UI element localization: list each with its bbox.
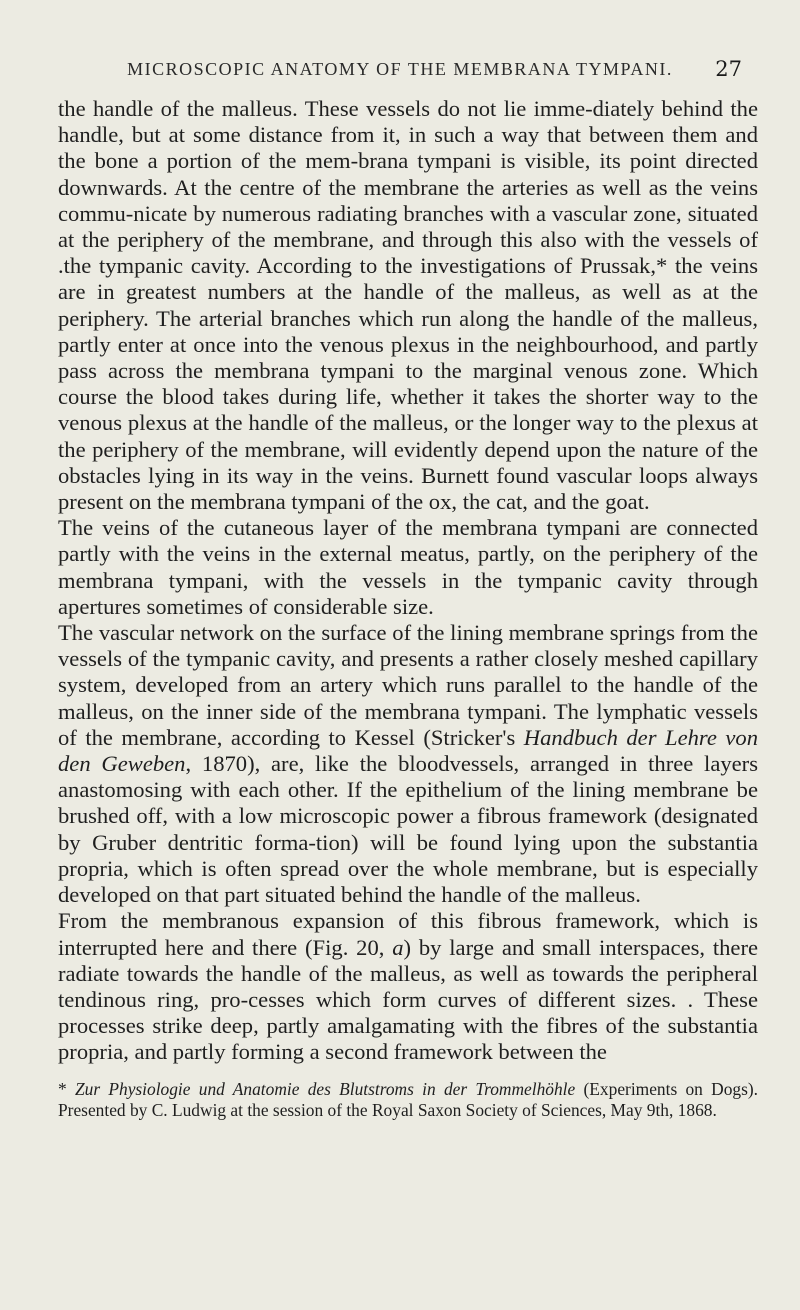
running-title: MICROSCOPIC ANATOMY OF THE MEMBRANA TYMPANI. <box>127 59 673 79</box>
paragraph-3-text-start: The vascular network on the surface of the lining membrane springs from the vessels of the tympanic cavity, and presents a rather closely meshed capillary system, developed from an artery which runs parallel to the handle of the malleus, on the inner side of the membrana tympani. The lymphatic vessels of the membrane, according to Kessel (Stricker's <box>58 620 758 750</box>
running-head <box>58 54 742 84</box>
body-text <box>58 96 758 1066</box>
paragraph-4 <box>58 908 758 1065</box>
paragraph-4-text-end: ) by large and small interspaces, there radiate towards the handle of the malleus, as well as towards the peripheral tendinous ring, pro-cesses which form curves of different sizes. . These processes strike deep, partly amalgamating with the fibres of the substantia propria, and partly forming a second framework between the <box>58 934 758 1065</box>
paragraph-3-book-title: Handbuch der Lehre von den Geweben <box>58 724 758 777</box>
paragraph-1-text: the handle of the malleus. These vessels do not lie imme-diately behind the handle, but at some distance from it, in such a way that between them and the bone a portion of the mem-brana tympani is visible, its point directed downwards. At the centre of the membrane the arteries as well as the veins commu-nicate by numerous radiating branches with a vascular zone, situated at the periphery of the membrane, and through this also with the vessels of .the tympanic cavity. According to the investigations of Prussak,* the veins are in greatest numbers at the handle of the malleus, as well as at the periphery. The arterial branches which run along the handle of the malleus, partly enter at once into the venous plexus in the neighbourhood, and partly pass across the membrana tympani to the marginal venous zone. Which course the blood takes during life, whether it takes the shorter way to the venous plexus at the handle of the malleus, or the longer way to the plexus at the periphery of the membrane, will evidently depend upon the nature of the obstacles lying in its way in the veins. Burnett found vascular loops always present on the membrana tympani of the ox, the cat, and the goat. <box>58 96 758 515</box>
paragraph-2-text: The veins of the cutaneous layer of the membrana tympani are connected partly with the veins in the external meatus, partly, on the periphery of the membrana tympani, with the vessels in the tympanic cavity through apertures sometimes of considerable size. <box>58 515 758 619</box>
paragraph-2 <box>58 515 758 620</box>
footnote-text <box>58 1079 758 1120</box>
paragraph-1 <box>58 96 758 515</box>
footnote-marker: * <box>58 1079 75 1099</box>
footnote-title: Zur Physiologie und Anatomie des Blutstroms in der Trommelhöhle <box>74 1079 576 1099</box>
footnote-details: (Experiments on Dogs). Presented by C. Ludwig at the session of the Royal Saxon Society of Sciences, May 9th, 1868. <box>58 1079 758 1120</box>
paragraph-3-text-end: , 1870), are, like the bloodvessels, arranged in three layers anastomosing with each other. If the epithelium of the lining membrane be brushed off, with a low microscopic power a fibrous framework (designated by Gruber dentritic forma-tion) will be found lying upon the substantia propria, which is often spread over the whole membrane, but is especially developed on that part situated behind the handle of the malleus. <box>58 751 758 908</box>
paragraph-3 <box>58 620 758 908</box>
paragraph-4-text-start: From the membranous expansion of this fibrous framework, which is interrupted here and there (Fig. 20, <box>58 908 758 960</box>
footnote <box>58 1079 758 1120</box>
paragraph-4-figure-label: a <box>392 934 404 960</box>
page-number: 27 <box>715 57 742 81</box>
